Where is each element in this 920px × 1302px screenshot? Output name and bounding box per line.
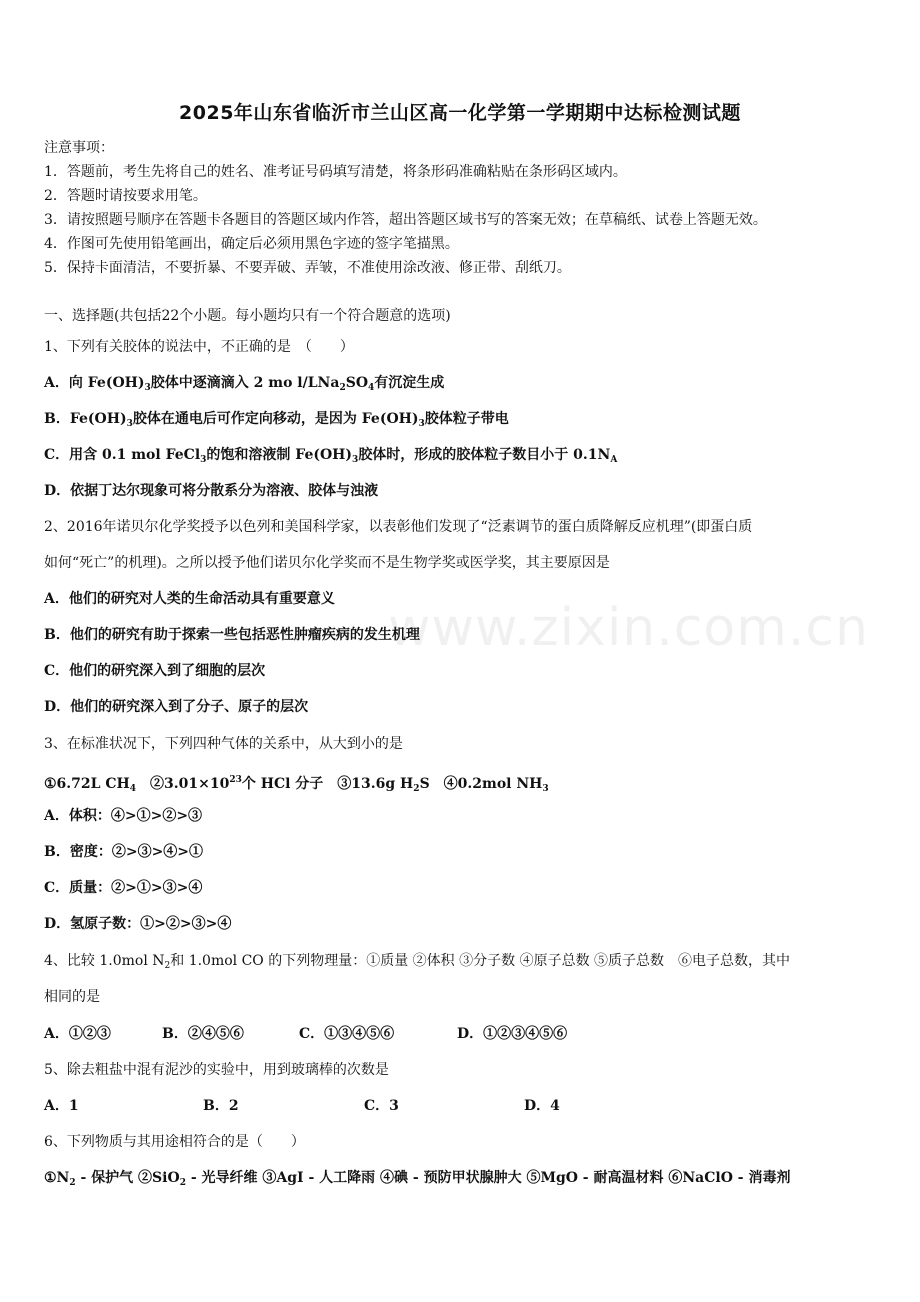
question-4-option-a: A．①②③	[44, 1026, 111, 1042]
question-2-option-a: A．他们的研究对人类的生命活动具有重要意义	[44, 591, 335, 607]
question-5-option-d: D．4	[524, 1098, 560, 1114]
notice-item: 2．答题时请按要求用笔。	[44, 188, 207, 204]
question-4-stem-cont: 相同的是	[44, 989, 100, 1005]
question-3-option-d: D．氢原子数：①>②>③>④	[44, 916, 232, 932]
notice-item: 1．答题前，考生先将自己的姓名、准考证号码填写清楚，将条形码准确粘贴在条形码区域内。	[44, 164, 627, 180]
question-4-option-d: D．①②③④⑤⑥	[457, 1026, 568, 1042]
question-5-stem: 5、除去粗盐中混有泥沙的实验中，用到玻璃棒的次数是	[44, 1062, 389, 1078]
notice-item: 4．作图可先使用铅笔画出，确定后必须用黑色字迹的签字笔描黑。	[44, 236, 459, 252]
question-2-option-c: C．他们的研究深入到了细胞的层次	[44, 663, 266, 679]
question-4-option-c: C．①③④⑤⑥	[299, 1026, 395, 1042]
question-4-stem: 4、比较 1.0mol $N_2$和 1.0mol CO 的下列物理量：①质量 ②体积 ③分子数 ④原子总数 ⑤质子总数 ⑥电子总数，其中	[44, 953, 791, 971]
question-6-materials: $①N_2$ - 保护气 ②SiO$_2$ - 光导纤维 ③AgI - 人工降雨 ④碘 - 预防甲状腺肿大 ⑤MgO - 耐高温材料 ⑥NaClO - 消毒剂	[44, 1170, 791, 1188]
question-5-option-c: C．3	[364, 1098, 399, 1114]
question-1-option-d: D．依据丁达尔现象可将分散系分为溶液、胶体与浊液	[44, 483, 379, 499]
question-3-option-a: A．体积：④>①>②>③	[44, 808, 203, 824]
question-6-stem: 6、下列物质与其用途相符合的是（ ）	[44, 1134, 305, 1150]
question-5-option-a: A．1	[44, 1098, 79, 1114]
section-heading: 一、选择题(共包括22个小题。每小题均只有一个符合题意的选项)	[44, 308, 451, 324]
page-title: 2025年山东省临沂市兰山区高一化学第一学期期中达标检测试题	[179, 102, 741, 124]
notice-item: 3．请按照题号顺序在答题卡各题目的答题区域内作答，超出答题区域书写的答案无效；在草稿纸、试卷上答题无效。	[44, 212, 767, 228]
question-2-option-d: D．他们的研究深入到了分子、原子的层次	[44, 699, 309, 715]
question-4-option-b: B．②④⑤⑥	[162, 1026, 244, 1042]
question-2-option-b: B．他们的研究有助于探索一些包括恶性肿瘤疾病的发生机理	[44, 627, 420, 643]
question-2-stem-cont: 如何“死亡”的机理)。之所以授予他们诺贝尔化学奖而不是生物学奖或医学奖，其主要原因是	[44, 555, 610, 571]
question-1-option-a: A．向 $Fe(OH)_3$胶体中逐滴滴入 2 mo $l/LNa_2SO_4$有沉淀生成	[44, 375, 445, 393]
question-3-option-b: B．密度：②>③>④>①	[44, 844, 204, 860]
question-1-option-c: C．用含 0.1 mol FeCl$_3$的饱和溶液制 $Fe(OH)_3$胶体时，形成的胶体粒子数目小于 $0.1N_A$	[44, 447, 618, 465]
question-3-option-c: C．质量：②>①>③>④	[44, 880, 203, 896]
question-1-option-b: B．$Fe(OH)_3$胶体在通电后可作定向移动，是因为 $Fe(OH)_3$胶体粒子带电	[44, 411, 509, 429]
watermark: www.zixin.com.cn	[388, 598, 869, 658]
question-5-option-b: B．2	[203, 1098, 239, 1114]
question-1-stem: 1、下列有关胶体的说法中，不正确的是 （ ）	[44, 339, 354, 355]
question-2-stem: 2、2016年诺贝尔化学奖授予以色列和美国科学家，以表彰他们发现了“泛素调节的蛋白质降解反应机理”(即蛋白质	[44, 519, 753, 535]
notice-heading: 注意事项：	[44, 140, 114, 156]
question-3-stem: 3、在标准状况下，下列四种气体的关系中，从大到小的是	[44, 736, 403, 752]
notice-item: 5．保持卡面清洁，不要折暴、不要弄破、弄皱，不准使用涂改液、修正带、刮纸刀。	[44, 260, 571, 276]
question-3-gases: ①6.72L $CH_4$ $②3.01\times 10^{23}$个 HCl 分子 ③13.6g $H_2S$ ④0.2mol $NH_3$	[44, 775, 549, 794]
